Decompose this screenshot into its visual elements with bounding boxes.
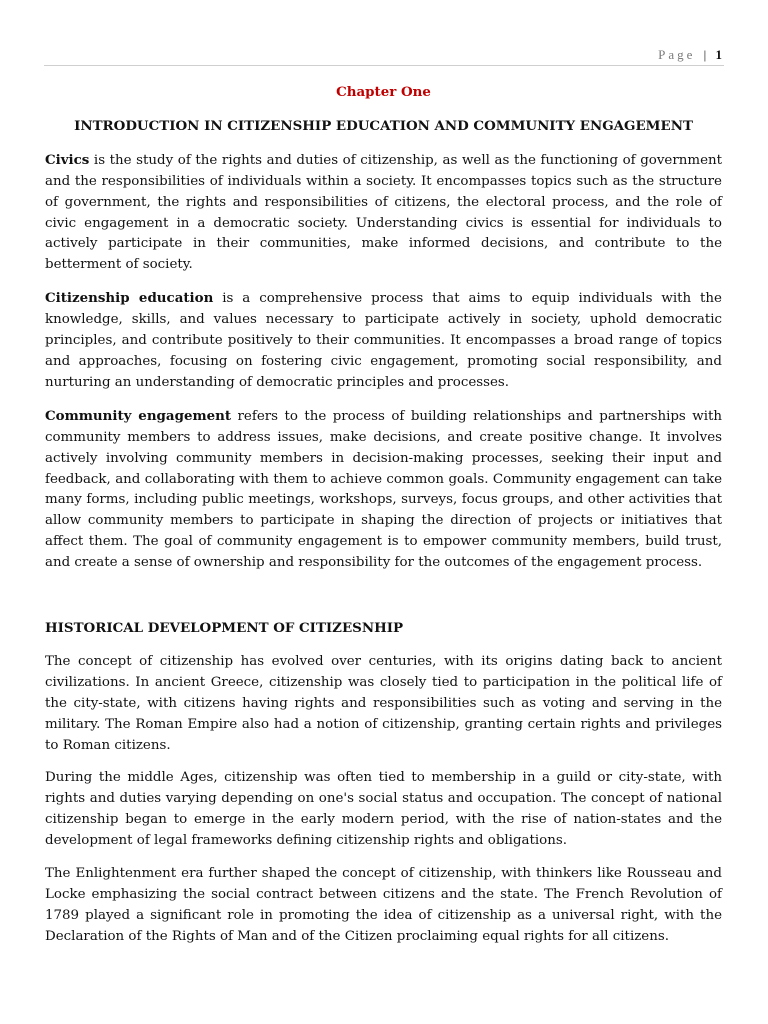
paragraph-history-middle-ages: During the middle Ages, citizenship was often tied to membership in a guild or city-state, with rights and duties varying depending on one's social status and occupation. The concept of national citizenship began to emerge in the early modern period, with the rise of nation-states and the development of legal frameworks defining citizenship rights and obligations. — [45, 770, 722, 849]
paragraph-community-engagement — [45, 406, 722, 574]
paragraph-history-origins: The concept of citizenship has evolved over centuries, with its origins dating back to ancient civilizations. In ancient Greece, citizenship was closely tied to participation in the political life of the city-state, with citizens having rights and responsibilities such as voting and serving in the military. The Roman Empire also had a notion of citizenship, granting certain rights and privileges to Roman citizens. — [45, 653, 722, 753]
paragraph-civics — [45, 150, 722, 276]
section-heading: HISTORICAL DEVELOPMENT OF CITIZESNHIP — [45, 620, 404, 637]
paragraph-text: is the study of the rights and duties of citizenship, as well as the functioning of government and the responsibilities of individuals within a society. It encompasses topics such as the structure of government, the rights and responsibilities of citizens, the electoral process, and the role of civic engagement in a democratic society. Understanding civics is essential for individuals to actively participate in their communities, make informed decisions, and contribute to the betterment of society. — [45, 152, 722, 273]
page-number: 1 — [715, 47, 722, 62]
chapter-label: Chapter One — [336, 84, 431, 100]
document-body — [45, 82, 722, 960]
page-separator: | — [703, 47, 707, 62]
paragraph-citizenship-education — [45, 288, 722, 394]
page-label: Page — [658, 47, 696, 62]
chapter-title: INTRODUCTION IN CITIZENSHIP EDUCATION AND COMMUNITY ENGAGEMENT — [74, 117, 693, 134]
term-community-engagement: Community engagement — [45, 407, 232, 424]
header-rule — [44, 65, 724, 66]
paragraph-text: is a comprehensive process that aims to equip individuals with the knowledge, skills, and values necessary to participate actively in society, uphold democratic principles, and contribute positively to their communities. It encompasses a broad range of topics and approaches, focusing on fostering civic engagement, promoting social responsibility, and nurturing an understanding of democratic principles and processes. — [45, 291, 722, 390]
paragraph-history-enlightenment: The Enlightenment era further shaped the concept of citizenship, with thinkers like Rousseau and Locke emphasizing the social contract between citizens and the state. The French Revolution of 1789 played a significant role in promoting the idea of citizenship as a universal right, with the Declaration of the Rights of Man and of the Citizen proclaiming equal rights for all citizens. — [45, 866, 722, 944]
term-citizenship-education: Citizenship education — [45, 290, 214, 307]
page-header — [658, 47, 722, 63]
paragraph-text: refers to the process of building relationships and partnerships with community members to address issues, make decisions, and create positive change. It involves actively involving community members in decision-making processes, seeking their input and feedback, and collaborating with them to achieve common goals. Community engagement can take many forms, including public meetings, workshops, surveys, focus groups, and other activities that allow community members to participate in shaping the direction of projects or initiatives that affect them. The goal of community engagement is to empower community members, build trust, and create a sense of ownership and responsibility for the outcomes of the engagement process. — [45, 408, 722, 571]
term-civics: Civics — [45, 151, 90, 168]
